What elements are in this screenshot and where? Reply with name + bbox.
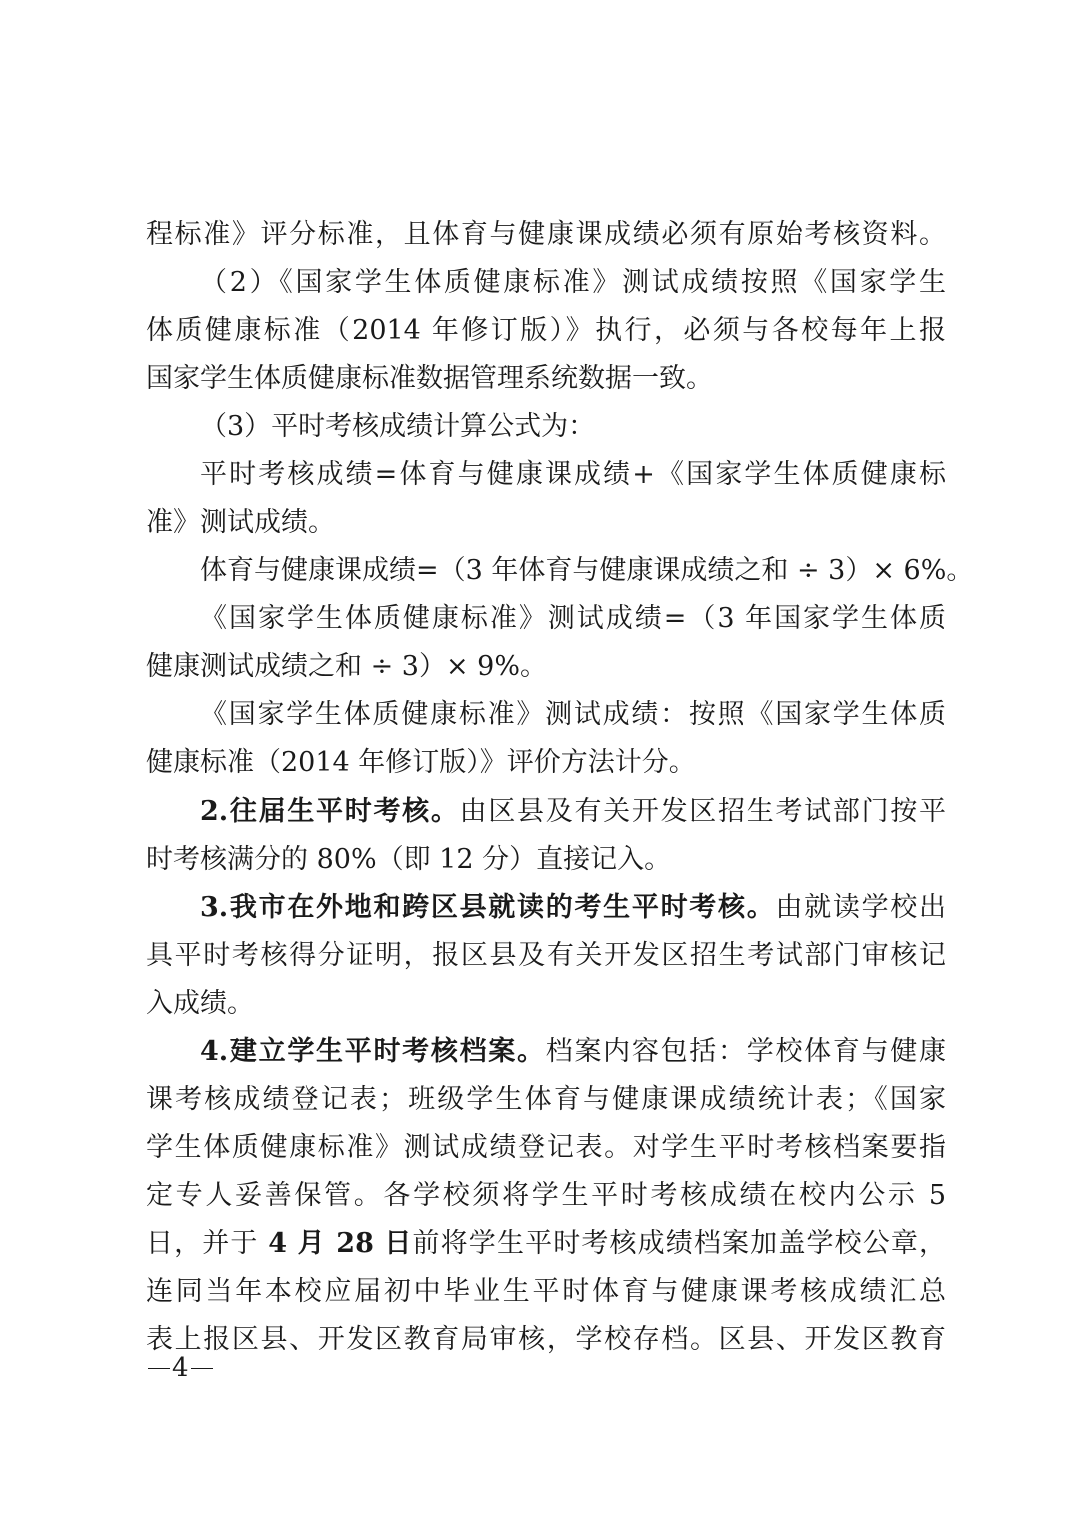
text-line: 入成绩。 xyxy=(146,988,254,1019)
text-line: 具平时考核得分证明，报区县及有关开发区招生考试部门审核记 xyxy=(146,940,946,971)
text-line: （3）平时考核成绩计算公式为： xyxy=(200,411,596,442)
text-line: 平时考核成绩=体育与健康课成绩+《国家学生体质健康标 xyxy=(200,459,946,490)
section-heading: 2.往届生平时考核。 xyxy=(200,796,460,827)
text-line: 体质健康标准（2014 年修订版）》执行，必须与各校每年上报 xyxy=(146,315,946,346)
page-number xyxy=(148,1352,213,1384)
text-line: （2）《国家学生体质健康标准》测试成绩按照《国家学生 xyxy=(200,267,946,298)
formula-line: 健康测试成绩之和 ÷ 3）× 9%。 xyxy=(146,651,548,682)
text-line: 《国家学生体质健康标准》测试成绩：按照《国家学生体质 xyxy=(200,699,946,730)
text-line: 程标准》评分标准，且体育与健康课成绩必须有原始考核资料。 xyxy=(146,219,946,250)
section-heading-line: 2.往届生平时考核。由区县及有关开发区招生考试部门按平 xyxy=(200,796,947,827)
text-line: 健康标准（2014 年修订版）》评价方法计分。 xyxy=(146,747,696,778)
text-line: 连同当年本校应届初中毕业生平时体育与健康课考核成绩汇总 xyxy=(146,1276,946,1307)
page-number-dash xyxy=(191,1368,213,1369)
section-heading-line: 3.我市在外地和跨区县就读的考生平时考核。由就读学校出 xyxy=(200,892,946,923)
page-number-dash xyxy=(148,1368,170,1369)
page-number-value: 4 xyxy=(172,1353,189,1383)
text-line: 表上报区县、开发区教育局审核，学校存档。区县、开发区教育 xyxy=(146,1324,946,1355)
formula-line: 《国家学生体质健康标准》测试成绩=（3 年国家学生体质 xyxy=(200,603,946,634)
text-line: 时考核满分的 80%（即 12 分）直接记入。 xyxy=(146,844,672,875)
text-line: 定专人妥善保管。各学校须将学生平时考核成绩在校内公示 5 xyxy=(146,1180,946,1211)
section-heading-line: 4.建立学生平时考核档案。档案内容包括：学校体育与健康 xyxy=(200,1036,947,1067)
text-line: 国家学生体质健康标准数据管理系统数据一致。 xyxy=(146,363,713,394)
deadline-date: 4 月 28 日 xyxy=(268,1228,413,1259)
text-line: 学生体质健康标准》测试成绩登记表。对学生平时考核档案要指 xyxy=(146,1132,946,1163)
text-line: 准》测试成绩。 xyxy=(146,507,335,538)
text-line: 日，并于 4 月 28 日前将学生平时考核成绩档案加盖学校公章， xyxy=(146,1228,947,1259)
section-heading: 3.我市在外地和跨区县就读的考生平时考核。 xyxy=(200,892,776,923)
text-line: 课考核成绩登记表；班级学生体育与健康课成绩统计表；《国家 xyxy=(146,1084,946,1115)
section-heading: 4.建立学生平时考核档案。 xyxy=(200,1036,546,1067)
formula-line: 体育与健康课成绩=（3 年体育与健康课成绩之和 ÷ 3）× 6%。 xyxy=(200,555,974,586)
